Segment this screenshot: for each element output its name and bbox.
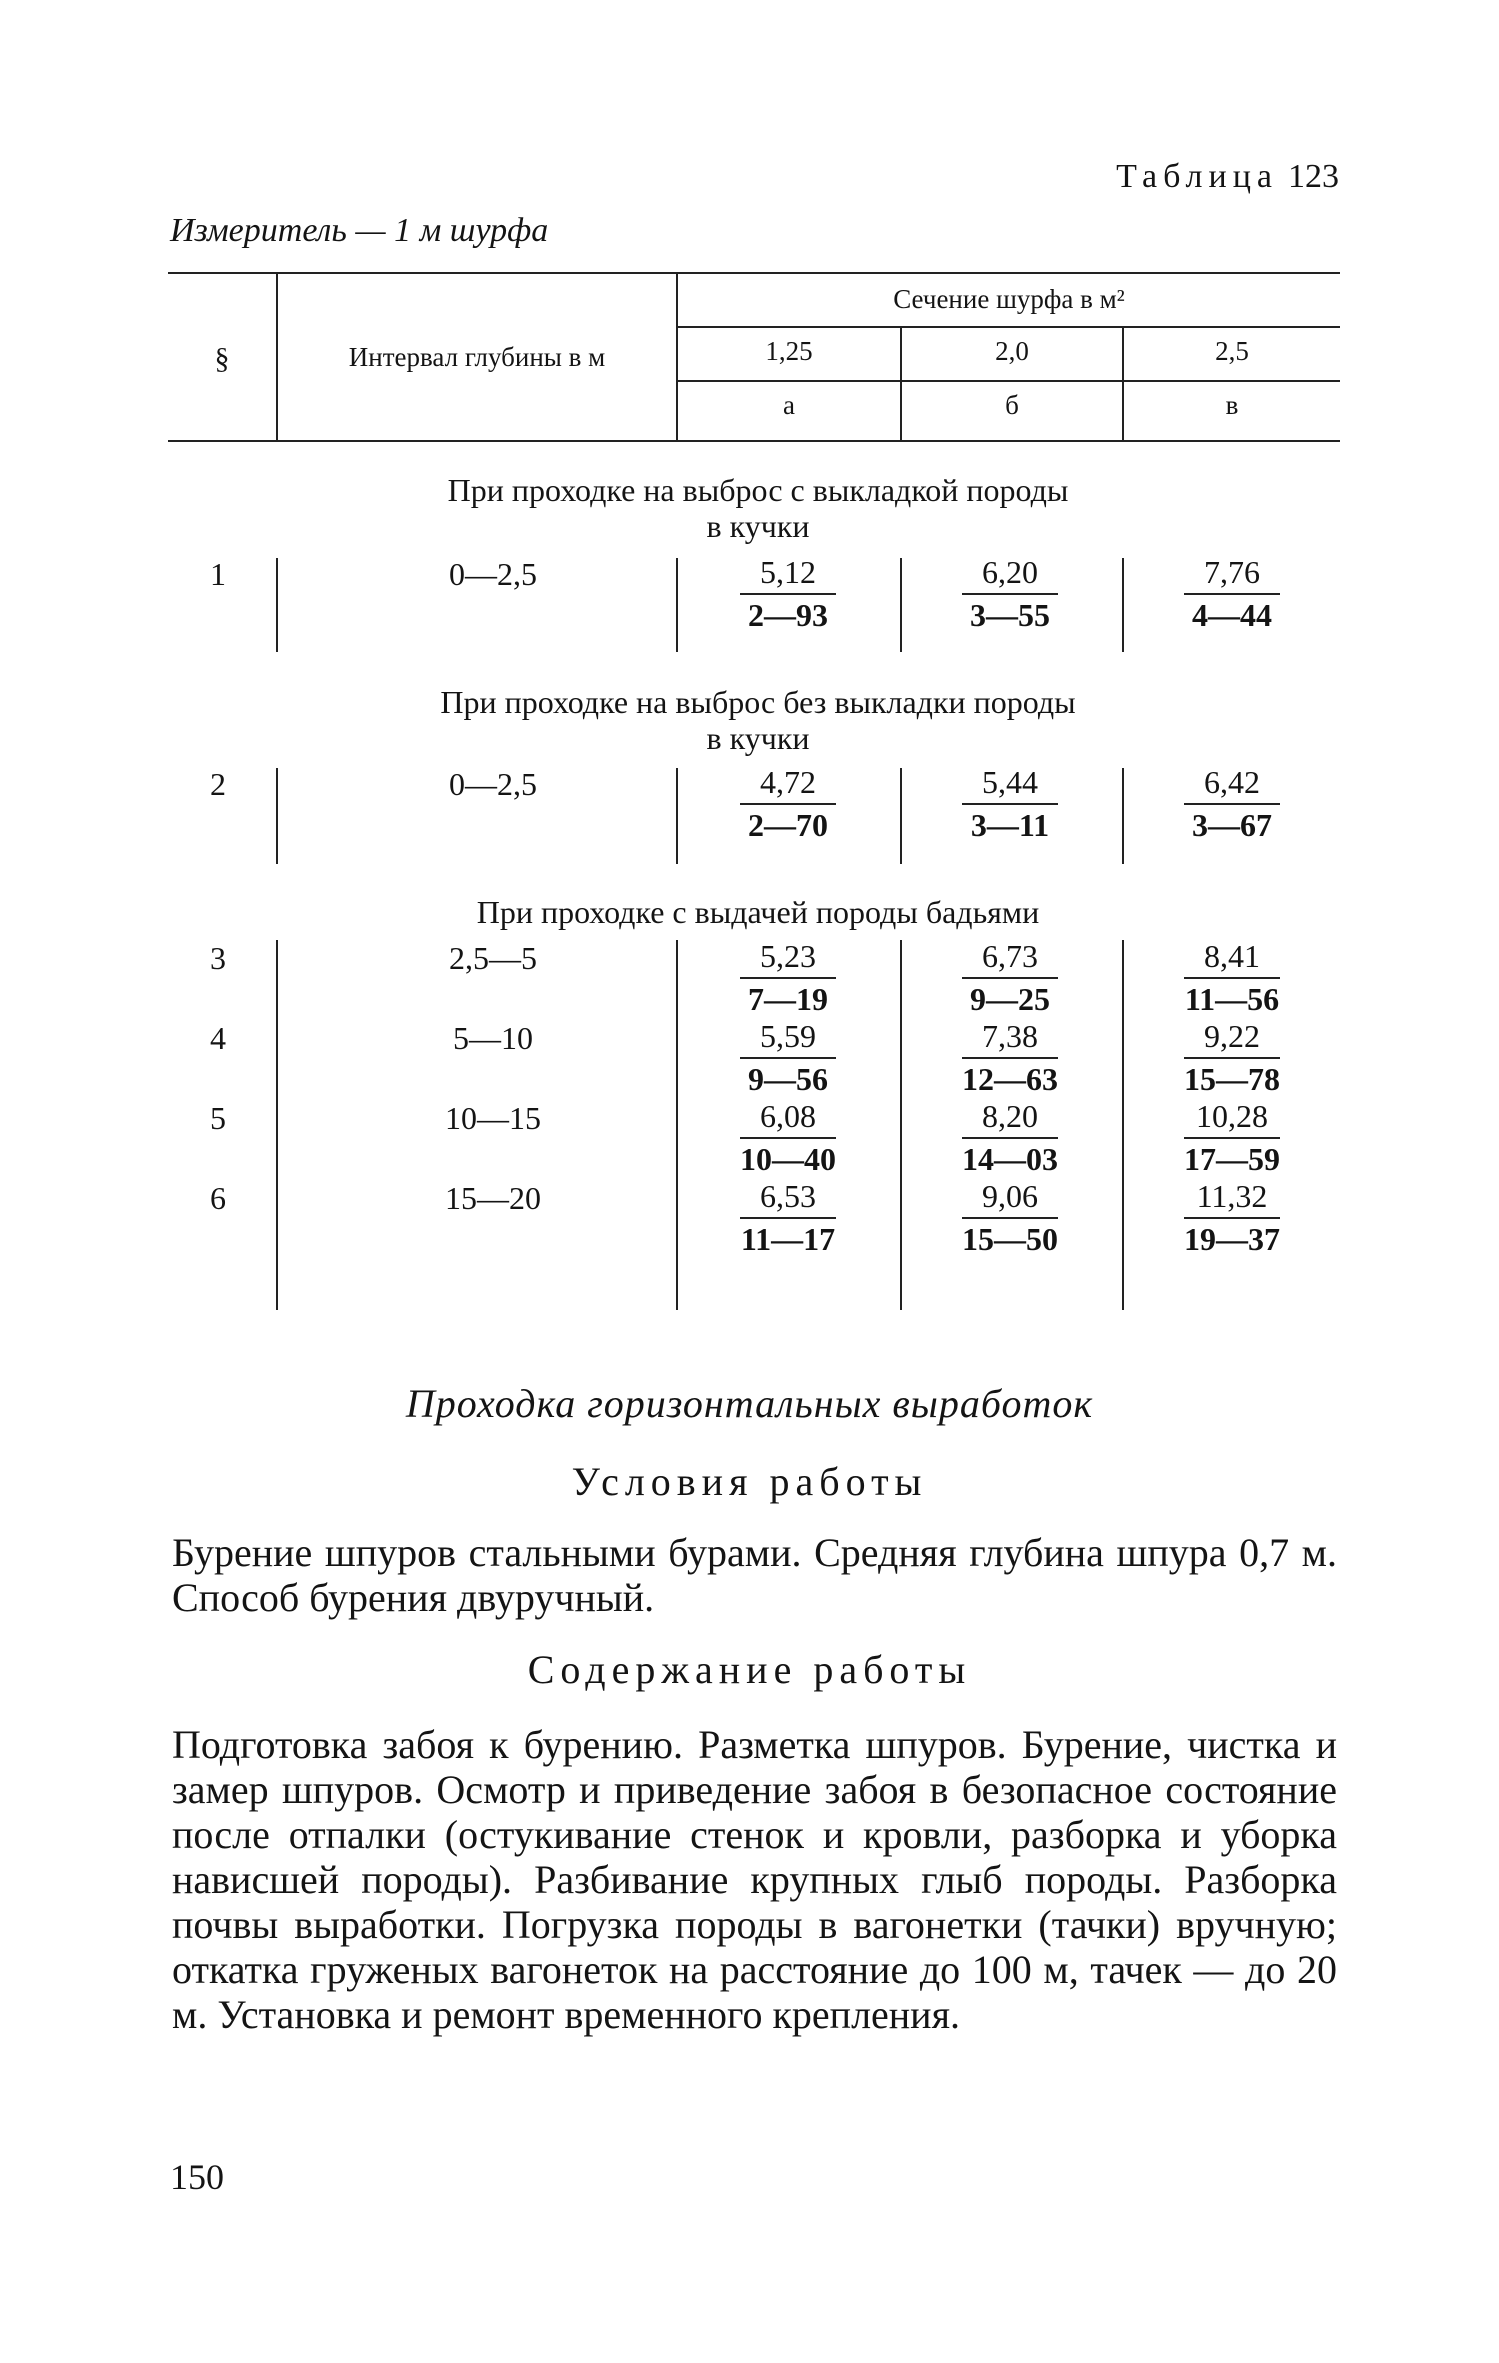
value-cell-b [950,1178,1070,1257]
time-value: 12—63 [962,1061,1058,1097]
section-column-header: § [214,342,230,375]
row-depth: 15—20 [445,1180,541,1216]
group-header-rule [676,326,1340,328]
table-top-rule [168,272,1340,274]
row-depth: 2,5—5 [449,940,537,976]
size-header-a: 1,25 [765,336,813,366]
price-value: 6,73 [962,938,1058,979]
row-depth: 10—15 [445,1100,541,1136]
time-value: 2—93 [748,597,828,633]
table-title [1116,158,1339,196]
section-vrule [676,768,678,864]
section-heading-italic: Проходка горизонтальных выработок [405,1381,1094,1426]
time-value: 10—40 [740,1141,836,1177]
table-label: Таблица [1116,158,1278,195]
row-depth: 0—2,5 [449,556,537,592]
page-number: 150 [170,2157,224,2197]
price-value: 9,06 [962,1178,1058,1219]
price-value: 8,41 [1184,938,1280,979]
section-vrule [1122,940,1124,1310]
value-cell-b [950,1098,1070,1177]
time-value: 14—03 [962,1141,1058,1177]
value-cell-a [728,764,848,843]
value-cell-a [728,554,848,633]
value-cell-a [728,1178,848,1257]
value-cell-c [1172,554,1292,633]
conditions-heading: Условия работы [571,1459,928,1504]
value-header-rule [676,380,1340,382]
price-value: 4,72 [740,764,836,805]
price-value: 8,20 [962,1098,1058,1139]
price-value: 6,42 [1184,764,1280,805]
time-value: 15—78 [1184,1061,1280,1097]
size-header-b: 2,0 [995,336,1029,366]
rates-table [168,272,1340,1332]
time-value: 7—19 [748,981,828,1017]
size-header-c: 2,5 [1215,336,1249,366]
value-cell-b [950,554,1070,633]
letter-header-c: в [1225,390,1239,420]
value-cell-c [1172,938,1292,1017]
section-title [328,894,1188,930]
time-value: 15—50 [962,1221,1058,1257]
price-value: 5,23 [740,938,836,979]
conditions-paragraph: Бурение шпуров стальными бурами. Средняя глубина шпура 0,7 м. Способ бурения двуручный. [172,1530,1337,1620]
row-number: 1 [210,556,226,592]
row-number: 4 [210,1020,226,1056]
value-cell-c [1172,1098,1292,1177]
time-value: 3—67 [1192,807,1272,843]
value-cell-a [728,1098,848,1177]
row-depth: 0—2,5 [449,766,537,802]
price-value: 6,08 [740,1098,836,1139]
value-cell-a [728,1018,848,1097]
time-value: 9—56 [748,1061,828,1097]
section-vrule [1122,768,1124,864]
letter-header-a: а [783,390,795,420]
price-value: 5,59 [740,1018,836,1059]
row-number: 3 [210,940,226,976]
section-vrule [1122,558,1124,652]
section-vrule [900,940,902,1310]
price-value: 11,32 [1184,1178,1280,1219]
time-value: 3—55 [970,597,1050,633]
price-value: 5,44 [962,764,1058,805]
section-title [328,684,1188,756]
section-size-group-header: Сечение шурфа в м² [893,284,1125,314]
row-number: 5 [210,1100,226,1136]
content-heading: Содержание работы [527,1647,972,1692]
time-value: 17—59 [1184,1141,1280,1177]
section-title-line: При проходке на выброс без выкладки породы [440,684,1076,720]
section-title-line: в кучки [706,720,810,756]
price-value: 6,20 [962,554,1058,595]
time-value: 4—44 [1192,597,1272,633]
value-cell-a [728,938,848,1017]
section-vrule [900,768,902,864]
section-title-line: При проходке с выдачей породы бадьями [476,894,1040,930]
time-value: 2—70 [748,807,828,843]
value-cell-b [950,764,1070,843]
section-title-line: При проходке на выброс с выкладкой породы [447,472,1069,508]
section-vrule [900,558,902,652]
price-value: 7,76 [1184,554,1280,595]
value-cell-c [1172,764,1292,843]
table-number: 123 [1288,158,1339,195]
content-paragraph: Подготовка забоя к бурению. Разметка шпуров. Бурение, чистка и замер шпуров. Осмотр и приведение забоя в безопасное состояние после отпалки (остукивание стенок и кровли, разборка и уборка нависшей породы). Разбивание крупных глыб породы. Разборка почвы выработки. Погрузка породы в вагонетки (тачки) вручную; откатка груженых вагонеток на расстояние до 100 м, тачек — до 20 м. Установка и ремонт временного крепления. [172,1722,1337,2037]
time-value: 11—56 [1184,981,1280,1017]
time-value: 9—25 [970,981,1050,1017]
section-title-line: в кучки [706,508,810,544]
section-vrule [676,558,678,652]
measure-unit: Измеритель — 1 м шурфа [170,212,549,249]
letter-header-b: б [1005,390,1019,420]
price-value: 5,12 [740,554,836,595]
section-title [328,472,1188,544]
value-cell-c [1172,1018,1292,1097]
price-value: 9,22 [1184,1018,1280,1059]
value-cell-b [950,938,1070,1017]
time-value: 3—11 [970,807,1050,843]
depth-column-header: Интервал глубины в м [348,342,606,372]
value-cell-c [1172,1178,1292,1257]
row-depth: 5—10 [453,1020,533,1056]
price-value: 7,38 [962,1018,1058,1059]
value-cell-b [950,1018,1070,1097]
row-number: 6 [210,1180,226,1216]
time-value: 11—17 [740,1221,836,1257]
row-number: 2 [210,766,226,802]
section-vrule [676,940,678,1310]
price-value: 6,53 [740,1178,836,1219]
time-value: 19—37 [1184,1221,1280,1257]
price-value: 10,28 [1184,1098,1280,1139]
header-bottom-rule [168,440,1340,442]
